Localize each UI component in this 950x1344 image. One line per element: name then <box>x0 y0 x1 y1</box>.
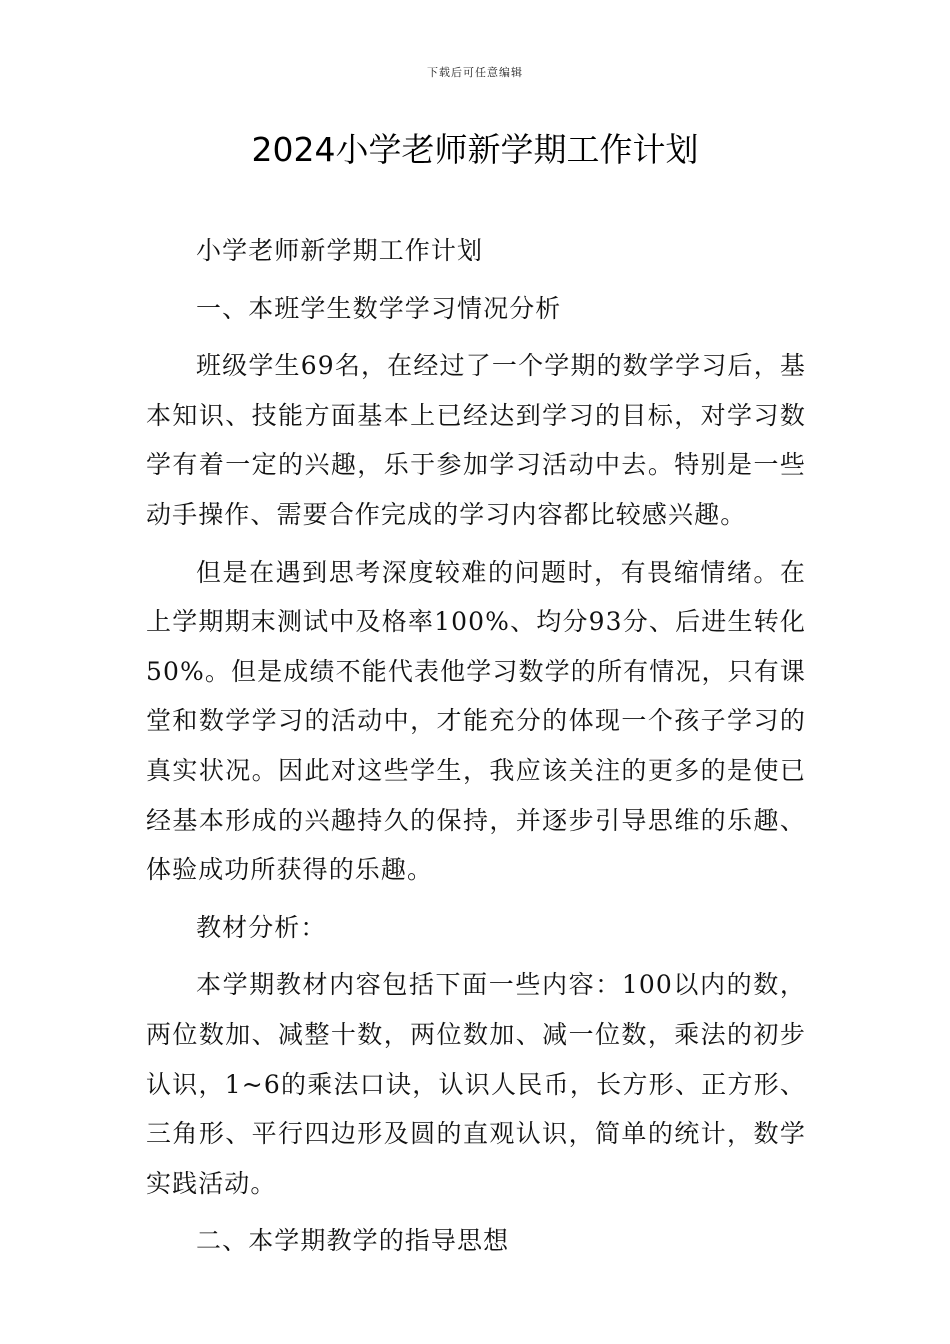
paragraph-test-results: 但是在遇到思考深度较难的问题时，有畏缩情绪。在上学期期末测试中及格率100%、均分93分、后进生转化50%。但是成绩不能代表他学习数学的所有情况，只有课堂和数学学习的活动中，才能充分的体现一个孩子学习的真实状况。因此对这些学生，我应该关注的更多的是使已经基本形成的兴趣持久的保持，并逐步引导思维的乐趣、体验成功所获得的乐趣。 <box>146 557 806 885</box>
document-body <box>146 226 806 1266</box>
section-heading-1: 一、本班学生数学学习情况分析 <box>196 293 562 323</box>
section-heading-2: 二、本学期教学的指导思想 <box>196 1226 510 1256</box>
paragraph-textbook-content: 本学期教材内容包括下面一些内容：100以内的数，两位数加、减整十数，两位数加、减一位数，乘法的初步认识，1~6的乘法口诀，认识人民币，长方形、正方形、三角形、平行四边形及圆的直观认识，简单的统计，数学实践活动。 <box>146 970 806 1198</box>
document-title: 2024小学老师新学期工作计划 <box>251 130 699 169</box>
paragraph-class-analysis: 班级学生69名，在经过了一个学期的数学学习后，基本知识、技能方面基本上已经达到学习的目标，对学习数学有着一定的兴趣，乐于参加学习活动中去。特别是一些动手操作、需要合作完成的学习内容都比较感兴趣。 <box>146 351 806 529</box>
paragraph-subtitle: 小学老师新学期工作计划 <box>196 236 484 265</box>
header-note: 下载后可任意编辑 <box>427 66 523 79</box>
section-heading-textbook: 教材分析： <box>196 912 327 942</box>
